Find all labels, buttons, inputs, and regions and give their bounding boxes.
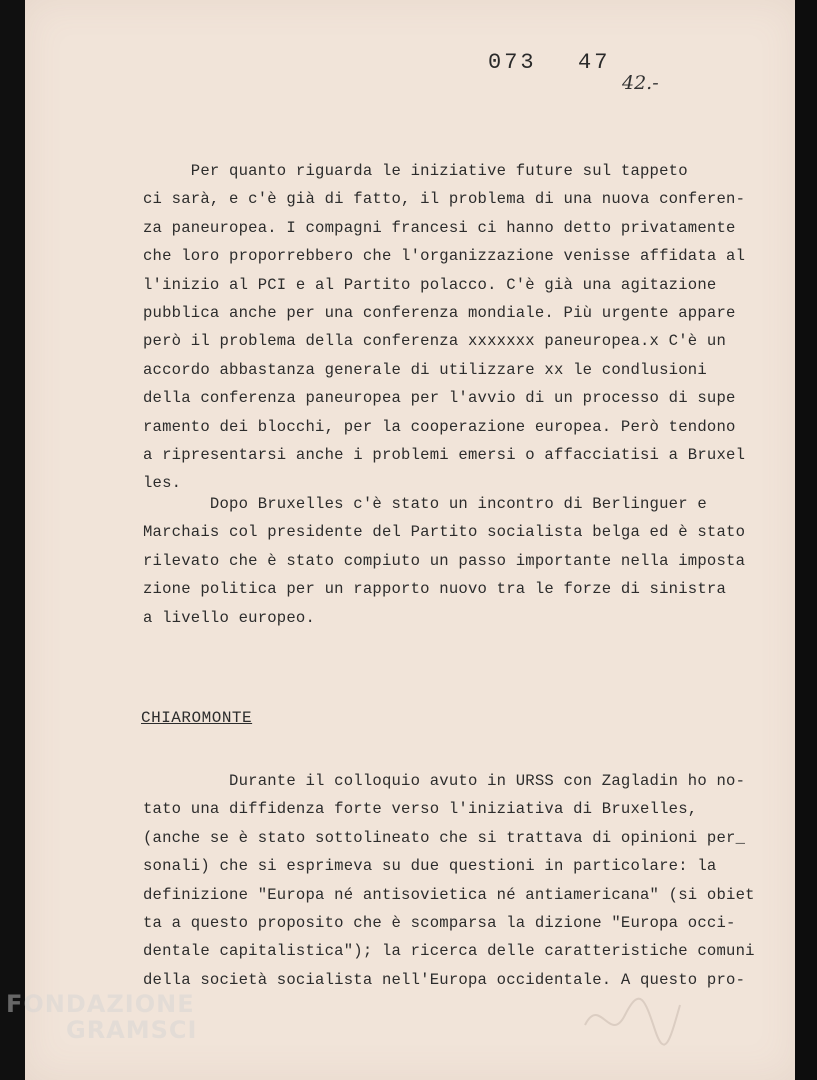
text-line: Per quanto riguarda le iniziative future sul tappeto	[143, 162, 688, 180]
text-line: però il problema della conferenza xxxxxxx paneuropea.x C'è un	[143, 332, 727, 351]
text-line: rilevato che è stato compiuto un passo importante nella imposta	[143, 551, 746, 570]
text-line: Marchais col presidente del Partito socialista belga ed è stato	[143, 523, 746, 542]
archive-watermark-logo	[6, 990, 197, 1044]
text-line: les.	[143, 474, 182, 493]
text-line: (anche se è stato sottolineato che si trattava di opinioni per_	[143, 828, 746, 847]
text-line: definizione "Europa né antisovietica né antiamericana" (si obiet	[143, 885, 755, 904]
paragraph-3	[143, 767, 783, 994]
text-line: della società socialista nell'Europa occidentale. A questo pro-	[143, 970, 746, 989]
text-line: dentale capitalistica"); la ricerca delle caratteristiche comuni	[143, 942, 755, 961]
text-line: za paneuropea. I compagni francesi ci hanno detto privatamente	[143, 218, 736, 237]
text-line: della conferenza paneuropea per l'avvio di un processo di supe	[143, 389, 736, 408]
text-line: ramento dei blocchi, per la cooperazione europea. Però tendono	[143, 417, 736, 436]
scanner-backing-right	[795, 0, 817, 1080]
section-heading-speaker: CHIAROMONTE	[141, 709, 253, 727]
text-line: pubblica anche per una conferenza mondiale. Più urgente appare	[143, 303, 736, 322]
text-line: l'inizio al PCI e al Partito polacco. C'è già una agitazione	[143, 275, 717, 294]
paragraph-1	[143, 157, 783, 498]
text-line: tato una diffidenza forte verso l'iniziativa di Bruxelles,	[143, 800, 698, 819]
watermark-line-2: GRAMSCI	[66, 1016, 198, 1044]
handwritten-page-number: 42.-	[622, 72, 659, 94]
text-line: Dopo Bruxelles c'è stato un incontro di Berlinguer e	[143, 495, 707, 513]
text-line: sonali) che si esprimeva su due questioni in particolare: la	[143, 857, 717, 876]
text-line: a ripresentarsi anche i problemi emersi o affacciatisi a Bruxel	[143, 445, 746, 464]
archive-stamp-number: 073	[488, 50, 537, 75]
text-line: ta a questo proposito che è scomparsa la dizione "Europa occi-	[143, 913, 736, 932]
watermark-line-1: FONDAZIONE	[6, 990, 195, 1018]
text-line: ci sarà, e c'è già di fatto, il problema di una nuova conferen-	[143, 190, 746, 209]
paragraph-2	[143, 490, 783, 632]
text-line: Durante il colloquio avuto in URSS con Zagladin ho no-	[143, 772, 746, 790]
text-line: zione politica per un rapporto nuovo tra le forze di sinistra	[143, 580, 727, 599]
text-line: accordo abbastanza generale di utilizzare xx le condlusioni	[143, 360, 707, 379]
text-line: che loro proporrebbero che l'organizzazione venisse affidata al	[143, 247, 746, 266]
signature-bleed-through-icon	[575, 985, 685, 1055]
text-line: a livello europeo.	[143, 608, 316, 627]
archive-stamp-number-secondary: 47	[578, 50, 611, 75]
